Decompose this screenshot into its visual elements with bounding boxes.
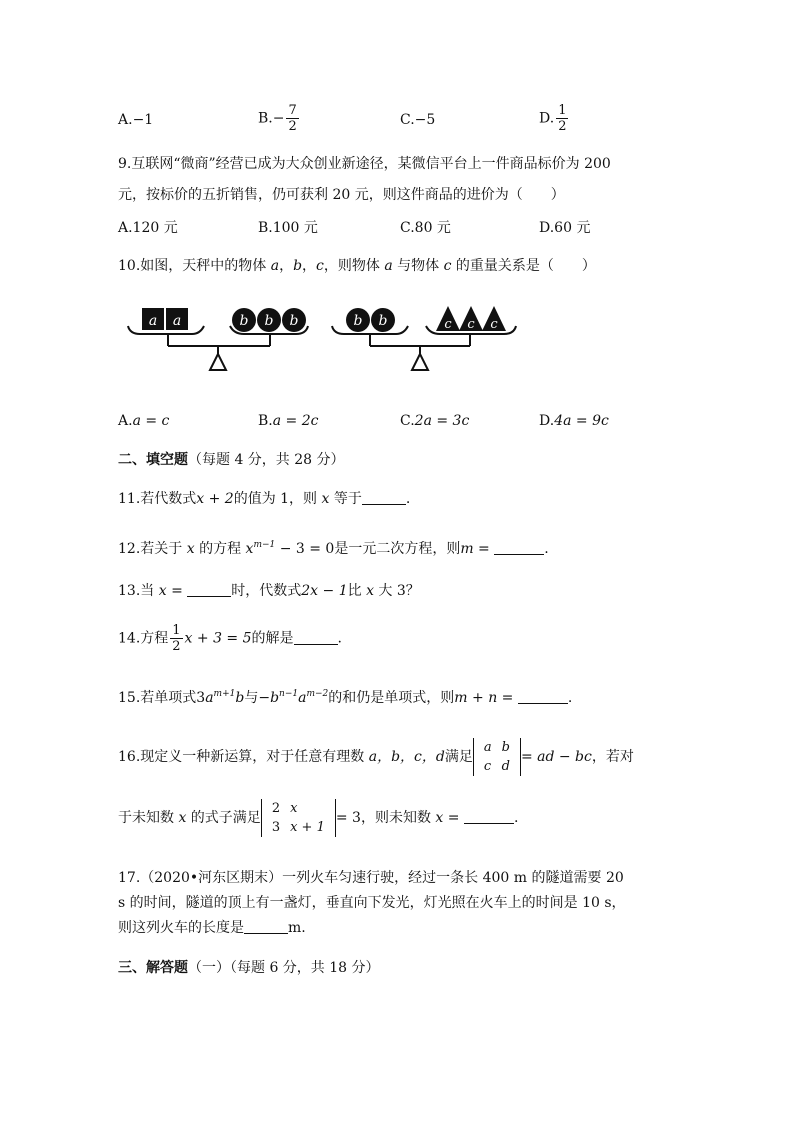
- weight-label: b: [353, 313, 363, 329]
- weight-label: b: [239, 313, 249, 329]
- weight-label: a: [172, 313, 182, 329]
- balance-scales-figure: [120, 300, 520, 384]
- answer-blank[interactable]: [294, 630, 338, 645]
- q10-option-c: C.2a = 3c: [400, 413, 470, 429]
- q10-option-d: D.4a = 9c: [539, 413, 609, 429]
- q17-line-2: s 的时间，隧道的顶上有一盏灯，垂直向下发光，灯光照在火车上的时间是 10 s，: [118, 895, 626, 911]
- q9-option-b: B.100 元: [258, 220, 318, 236]
- q9-option-c: C.80 元: [400, 220, 451, 236]
- q17-line-1: 17.（2020•河东区期末）一列火车匀速行驶，经过一条长 400 m 的隧道需要 20: [118, 870, 624, 886]
- q9-option-a: A.120 元: [118, 220, 178, 236]
- weight-label: c: [444, 317, 452, 332]
- answer-blank[interactable]: [244, 919, 288, 934]
- q17-line-3: 则这列火车的长度是 m.: [118, 920, 306, 936]
- q10-option-a: A.a = c: [118, 413, 170, 429]
- answer-blank[interactable]: [518, 689, 568, 704]
- answer-blank[interactable]: [187, 582, 231, 597]
- fraction: $\frac{7}{2}$: [288, 103, 297, 134]
- q16-line-1: 16.现定义一种新运算，对于任意有理数 a，b，c，d满足 a b c d = ad − bc，若对: [118, 740, 634, 774]
- weight-label: b: [378, 313, 388, 329]
- q13: 13.当 x = 时，代数式2x − 1比 x 大 3？: [118, 583, 420, 599]
- q16-line-2: 于未知数 x 的式子满足 2 x 3 x + 1 = 3，则未知数 x = .: [118, 801, 519, 835]
- weight-label: a: [148, 313, 158, 329]
- answer-blank[interactable]: [362, 490, 406, 505]
- q8-option-b: B.− $\frac{7}{2}$: [258, 103, 297, 134]
- q9-line-2: 元，按标价的五折销售，仍可获利 20 元，则这件商品的进价为（ ）: [118, 187, 565, 203]
- q10-stem: 10.如图，天秤中的物体 a，b，c，则物体 a 与物体 c 的重量关系是（ ）: [118, 258, 596, 274]
- q12: 12.若关于 x 的方程 $x^{m-1} - 3 = 0$是一元二次方程，则m = .: [118, 540, 549, 557]
- q8-option-a: A.−1: [118, 112, 154, 128]
- weight-label: b: [289, 313, 299, 329]
- section-3-heading: 三、解答题（一）（每题 6 分，共 18 分）: [118, 960, 380, 976]
- q10-option-b: B.a = 2c: [258, 413, 319, 429]
- q14: 14.方程 $\frac{1}{2}$ x + 3 = 5的解是 .: [118, 623, 342, 654]
- answer-blank[interactable]: [464, 809, 514, 824]
- q15: 15.若单项式$3a^{m+1}b$与$-b^{n-1}a^{m-2}$的和仍是单项式，则m + n = .: [118, 689, 573, 706]
- q9-option-d: D.60 元: [539, 220, 591, 236]
- determinant: a b c d: [473, 738, 521, 776]
- determinant: 2 x 3 x + 1: [261, 799, 336, 837]
- q8-options: [118, 104, 638, 132]
- q9-line-1: 9.互联网“微商”经营已成为大众创业新途径，某微信平台上一件商品标价为 200: [118, 156, 611, 172]
- fraction: $\frac{1}{2}$: [172, 623, 181, 654]
- q11: 11.若代数式x + 2的值为 1，则 x 等于 .: [118, 491, 411, 507]
- answer-blank[interactable]: [494, 540, 544, 555]
- weight-label: c: [490, 317, 498, 332]
- section-2-heading: 二、填空题（每题 4 分，共 28 分）: [118, 452, 345, 468]
- weight-label: c: [467, 317, 475, 332]
- q10-options: [118, 411, 638, 439]
- fraction: $\frac{1}{2}$: [558, 103, 567, 134]
- q8-option-c: C.−5: [400, 112, 436, 128]
- q9-options: [118, 218, 638, 246]
- q8-option-d: D. $\frac{1}{2}$: [539, 103, 567, 134]
- weight-label: b: [264, 313, 274, 329]
